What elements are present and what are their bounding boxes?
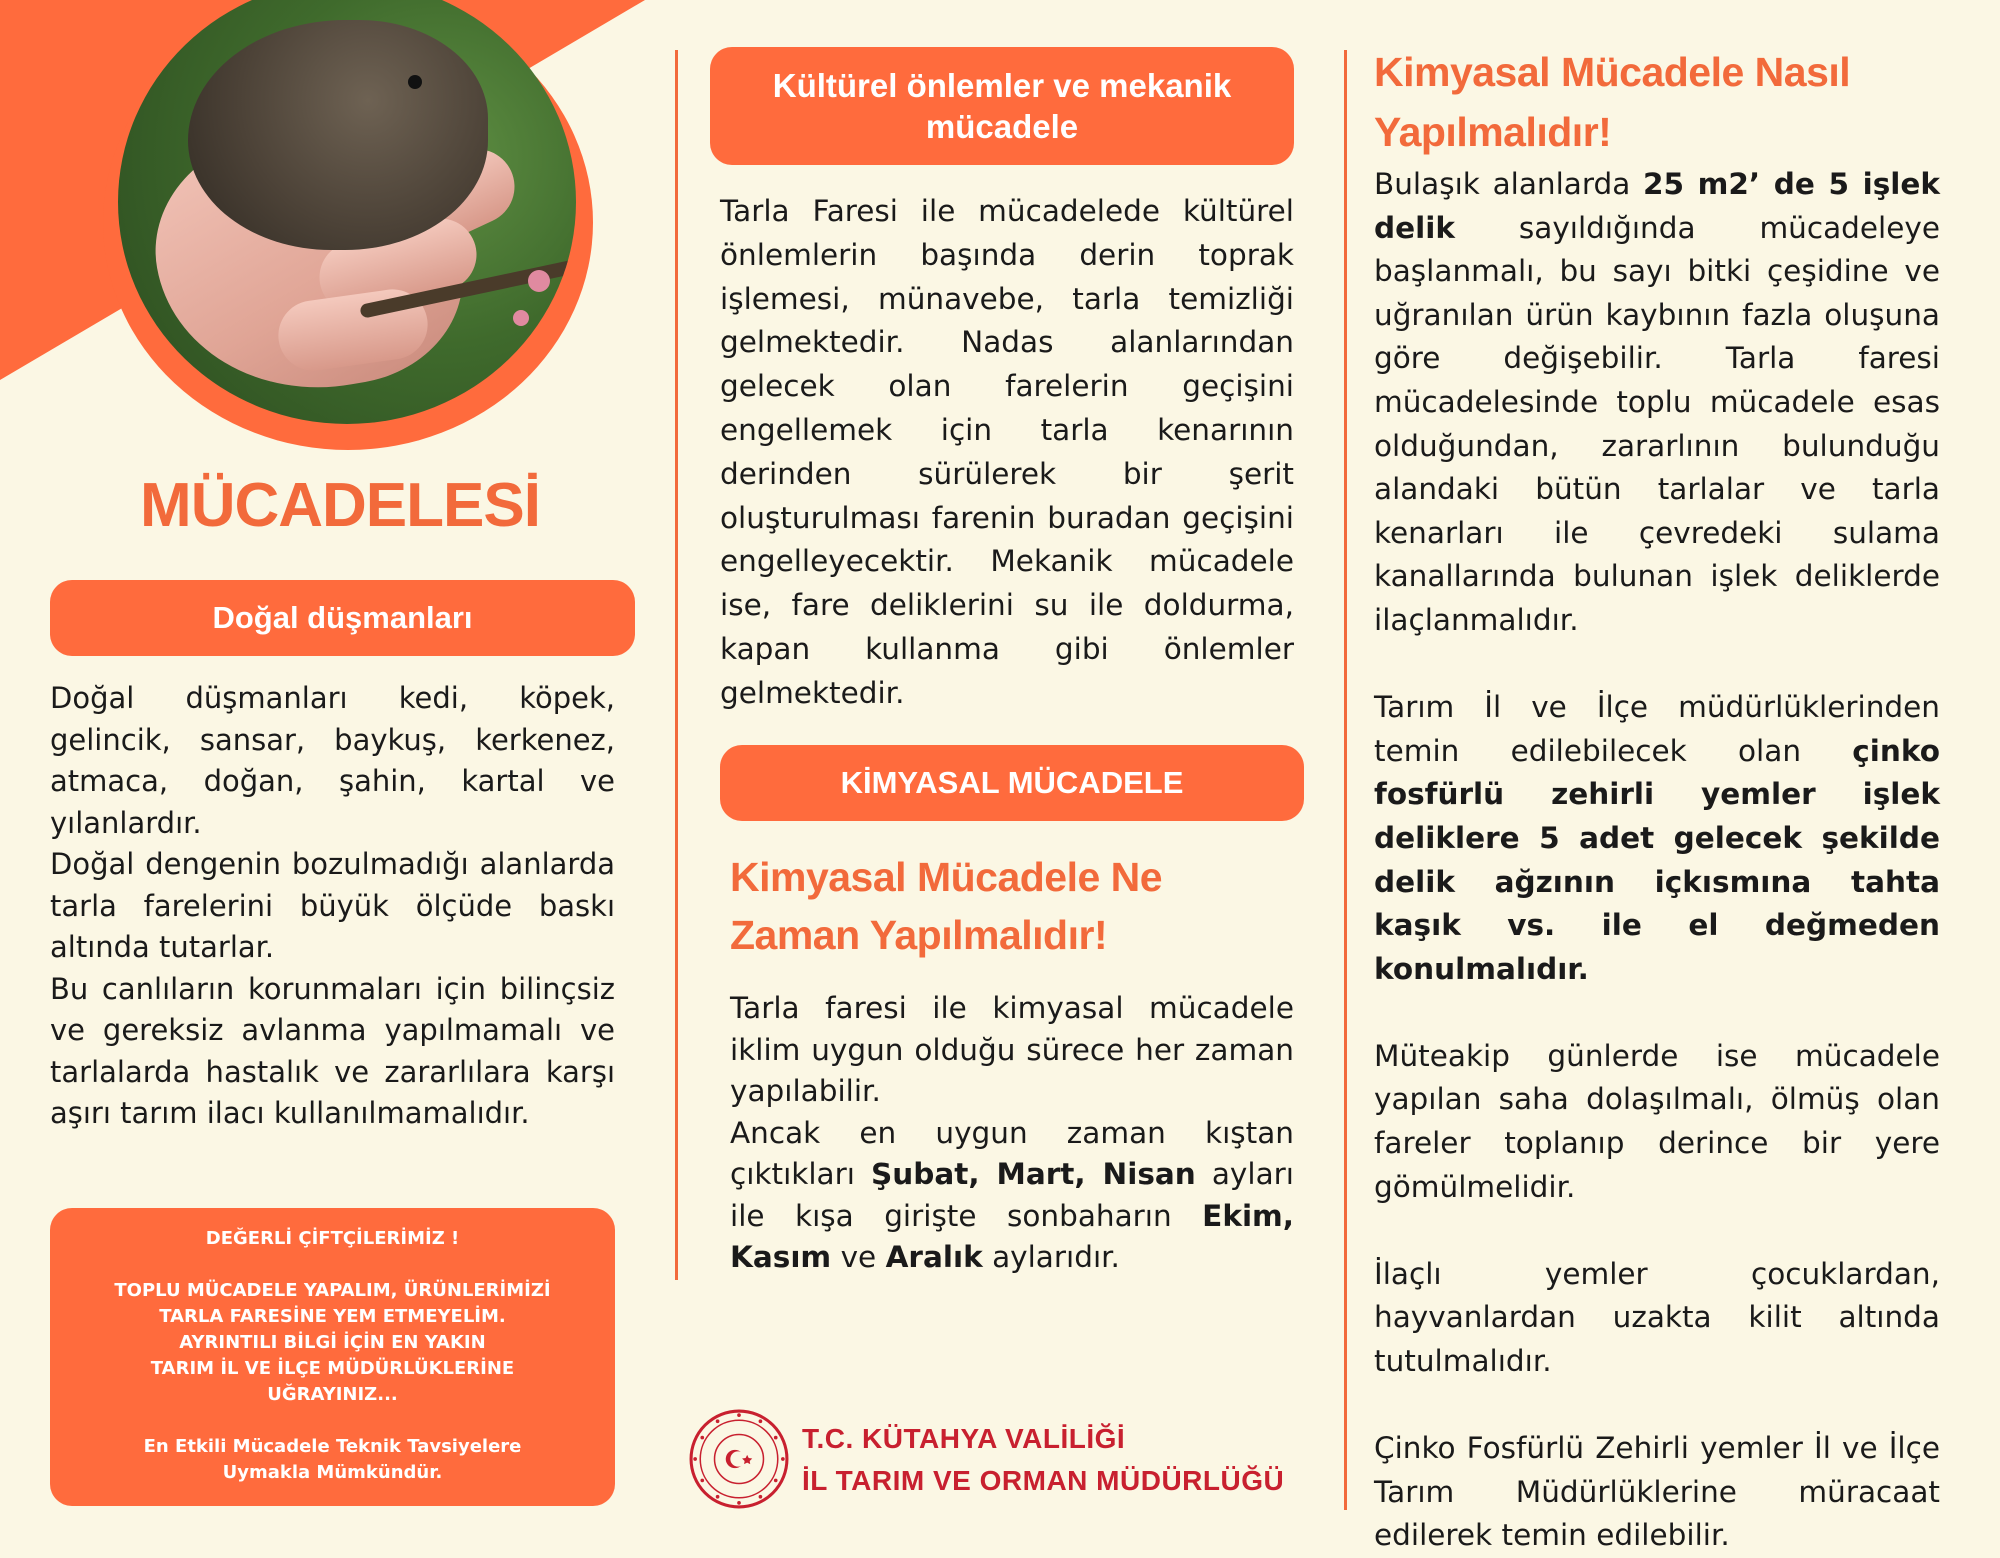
field-mouse-photo [118, 0, 576, 424]
when-text [730, 988, 1294, 1279]
months-autumn: Ekim, Kasım [730, 1198, 1294, 1274]
how-heading: Kimyasal Mücadele Nasıl Yapılmalıdır! [1374, 49, 1851, 155]
column-divider-left [675, 50, 678, 1280]
page-title: MÜCADELESİ [140, 471, 540, 540]
ministry-line2: İL TARIM VE ORMAN MÜDÜRLÜĞÜ [802, 1465, 1285, 1496]
bait-instruction: çinko fosfürlü zehirli yemler işlek deliklere 5 adet gelecek şekilde delik ağzının içkısmına tahta kaşık vs. ile el değmeden konulmalıdır. [1374, 733, 1940, 986]
months-spring: Şubat, Mart, Nisan [870, 1157, 1196, 1191]
how-text [1374, 163, 1940, 1558]
ministry-line1: T.C. KÜTAHYA VALİLİĞİ [802, 1423, 1126, 1454]
mouse-eye [408, 75, 422, 89]
blossom-shape [528, 270, 550, 292]
threshold-text: 25 m2’ de 5 işlek delik [1374, 167, 1940, 245]
how-p1: Bulaşık alanlarda 25 m2’ de 5 işlek delik sayıldığında mücadeleye başlanmalı, bu sayı bitki çeşidine ve uğranılan ürün kaybının fazla oluşuna göre değişebilir. Tarla faresi mücadelesinde toplu mücadele esas olduğundan, zararlının bulunduğu alandaki bütün tarlalar ve tarla kenarları ile çevredeki sulama kanallarında bulunan işlek deliklerde ilaçlanmalıdır. [1374, 167, 1940, 637]
how-p2: Tarım İl ve İlçe müdürlüklerinden temin edilebilecek olan çinko fosfürlü zehirli yemler işlek deliklere 5 adet gelecek şekilde delik ağzının içkısmına tahta kaşık vs. ile el değmeden konulmalıdır. [1374, 690, 1940, 986]
when-p1: Tarla faresi ile kimyasal mücadele iklim uygun olduğu sürece her zaman yapılabilir. [730, 991, 1294, 1108]
blossom-shape [513, 310, 529, 326]
notice-body: TOPLU MÜCADELE YAPALIM, ÜRÜNLERİMİZİ TARLA FARESİNE YEM ETMEYELİM. AYRINTILI BİLGİ İÇİN EN YAKIN TARIM İL VE İLÇE MÜDÜRLÜKLERİNE UĞRAYINIZ... [114, 1280, 551, 1405]
notice-heading: DEĞERLİ ÇİFTÇİLERİMİZ ! [205, 1228, 460, 1249]
cultural-measures-header-label: Kültürel önlemler ve mekanik mücadele [772, 67, 1232, 145]
natural-enemies-p3: Bu canlıların korunmaları için bilinçsiz ve gereksiz avlanma yapılmamalı ve tarlalarda hastalık ve zararlılara karşı aşırı tarım ilacı kullanılmamalıdır. [50, 971, 615, 1130]
when-heading: Kimyasal Mücadele Ne Zaman Yapılmalıdır! [730, 854, 1163, 958]
cultural-measures-header [710, 47, 1294, 165]
chemical-control-header-label: KİMYASAL MÜCADELE [840, 765, 1184, 800]
ministry-name [802, 1418, 1322, 1502]
natural-enemies-p1: Doğal düşmanları kedi, köpek, gelincik, sansar, baykuş, kerkenez, atmaca, doğan, şahin, kartal ve yılanlardır. [50, 681, 615, 840]
natural-enemies-text [50, 678, 615, 1135]
farmers-notice-box [50, 1208, 615, 1506]
natural-enemies-header [50, 580, 635, 656]
how-p5: Çinko Fosfürlü Zehirli yemler İl ve İlçe Tarım Müdürlüklerine müracaat edilerek temin edilebilir. [1374, 1431, 1940, 1553]
chemical-control-header [720, 745, 1304, 821]
column-divider-right [1344, 50, 1347, 1510]
cultural-measures-paragraph: Tarla Faresi ile mücadelede kültürel önlemlerin başında derin toprak işlemesi, münavebe, tarla temizliği gelmektedir. Nadas alanlarından gelecek olan farelerin geçişini engellemek için tarla kenarının derinden sürülerek bir şerit oluşturulması farenin buradan geçişini engelleyecektir. Mekanik mücadele ise, fare deliklerini su ile doldurma, kapan kullanma gibi önlemler gelmektedir. [720, 194, 1294, 710]
natural-enemies-header-label: Doğal düşmanları [212, 600, 473, 635]
cultural-measures-text [720, 190, 1294, 716]
month-december: Aralık [885, 1240, 983, 1274]
when-p2: Ancak en uygun zaman kıştan çıktıkları Şubat, Mart, Nisan ayları ile kışa girişte sonbaharın Ekim, Kasım ve Aralık aylarıdır. [730, 1115, 1294, 1274]
how-p3: Müteakip günlerde ise mücadele yapılan saha dolaşılmalı, ölmüş olan fareler toplanıp derince bir yere gömülmelidir. [1374, 1038, 1940, 1204]
how-p4: İlaçlı yemler çocuklardan, hayvanlardan uzakta kilit altında tutulmalıdır. [1374, 1256, 1940, 1379]
ministry-seal-icon [688, 1408, 790, 1510]
natural-enemies-p2: Doğal dengenin bozulmadığı alanlarda tarla farelerini büyük ölçüde baskı altında tutarlar. [50, 847, 615, 964]
mouse-shape [188, 20, 488, 250]
notice-footer: En Etkili Mücadele Teknik Tavsiyelere Uymakla Mümkündür. [143, 1436, 522, 1483]
